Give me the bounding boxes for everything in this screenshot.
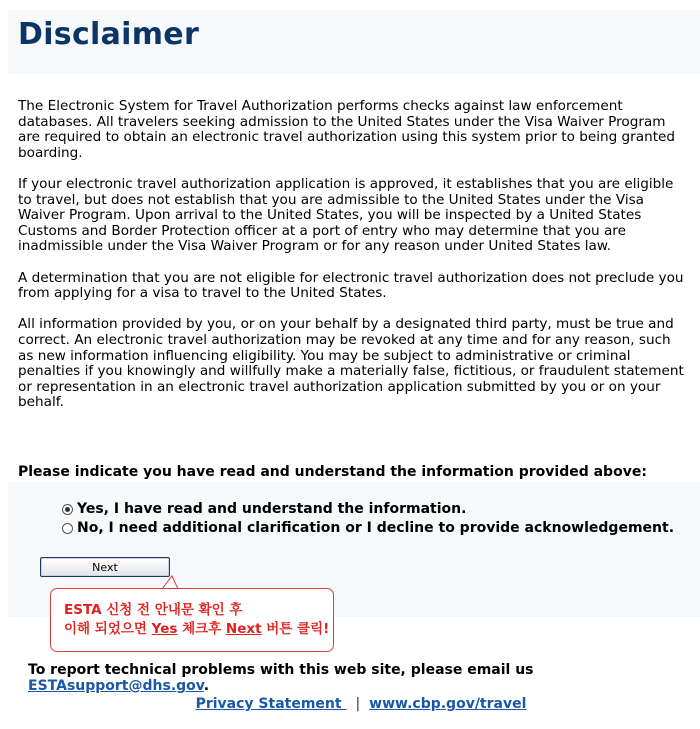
- callout-next: Next: [225, 621, 262, 637]
- radio-no[interactable]: [62, 523, 73, 534]
- next-button[interactable]: Next: [40, 557, 170, 577]
- page-title: Disclaimer: [18, 17, 200, 52]
- option-no-label[interactable]: No, I need additional clarification or I decline to provide acknowledgement.: [77, 520, 675, 536]
- option-yes-label[interactable]: Yes, I have read and understand the information.: [77, 501, 467, 517]
- footer-links: [0, 696, 700, 712]
- disclaimer-paragraph: The Electronic System for Travel Authorization performs checks against law enforcement databases. All travelers seeking admission to the United States under the Visa Waiver Program are required to obtain an electronic travel authorization using this system prior to being granted boarding.: [18, 98, 676, 161]
- option-no[interactable]: [62, 520, 674, 536]
- privacy-statement-link[interactable]: Privacy Statement: [195, 696, 347, 712]
- option-yes[interactable]: [62, 501, 466, 517]
- cbp-travel-link[interactable]: www.cbp.gov/travel: [369, 696, 527, 712]
- report-end: .: [203, 678, 210, 694]
- disclaimer-paragraph: If your electronic travel authorization application is approved, it establishes that you are eligible to travel, but does not establish that you are admissible to the United States under the Visa Waiver Program. Upon arrival to the United States, you will be inspected by a United States Customs and Border Protection officer at a port of entry who may determine that you are inadmissible under the Visa Waiver Program or for any reason under United States law.: [18, 175, 674, 255]
- radio-selected-dot: [65, 507, 70, 512]
- callout-text: 이해 되었으면: [64, 621, 152, 637]
- radio-yes[interactable]: [62, 504, 73, 515]
- report-text: To report technical problems with this web site, please email us: [28, 662, 534, 678]
- instruction-callout: [50, 588, 334, 652]
- acknowledgement-question: Please indicate you have read and understand the information provided above:: [18, 464, 647, 480]
- callout-text: 체크후: [177, 621, 226, 637]
- disclaimer-paragraph: A determination that you are not eligible for electronic travel authorization does not preclude you from applying for a visa to travel to the United States.: [18, 269, 684, 302]
- callout-text: 버튼 클릭!: [261, 621, 330, 637]
- disclaimer-paragraph: All information provided by you, or on your behalf by a designated third party, must be true and correct. An electronic travel authorization may be revoked at any time and for any reason, such as new information influencing eligibility. You may be subject to administrative or criminal penalties if you knowingly and willfully make a materially false, fictitious, or fraudulent statement or representation in an electronic travel authorization application submitted by you or on your behalf.: [18, 316, 684, 411]
- callout-line-2: [64, 620, 333, 639]
- support-email-link[interactable]: ESTAsupport@dhs.gov: [28, 678, 204, 694]
- disclaimer-text: [18, 99, 690, 426]
- callout-line-1: ESTA 신청 전 안내문 확인 후: [64, 602, 243, 618]
- callout-yes: Yes: [151, 621, 178, 637]
- footer-separator: |: [355, 696, 361, 712]
- report-problems: [28, 662, 700, 694]
